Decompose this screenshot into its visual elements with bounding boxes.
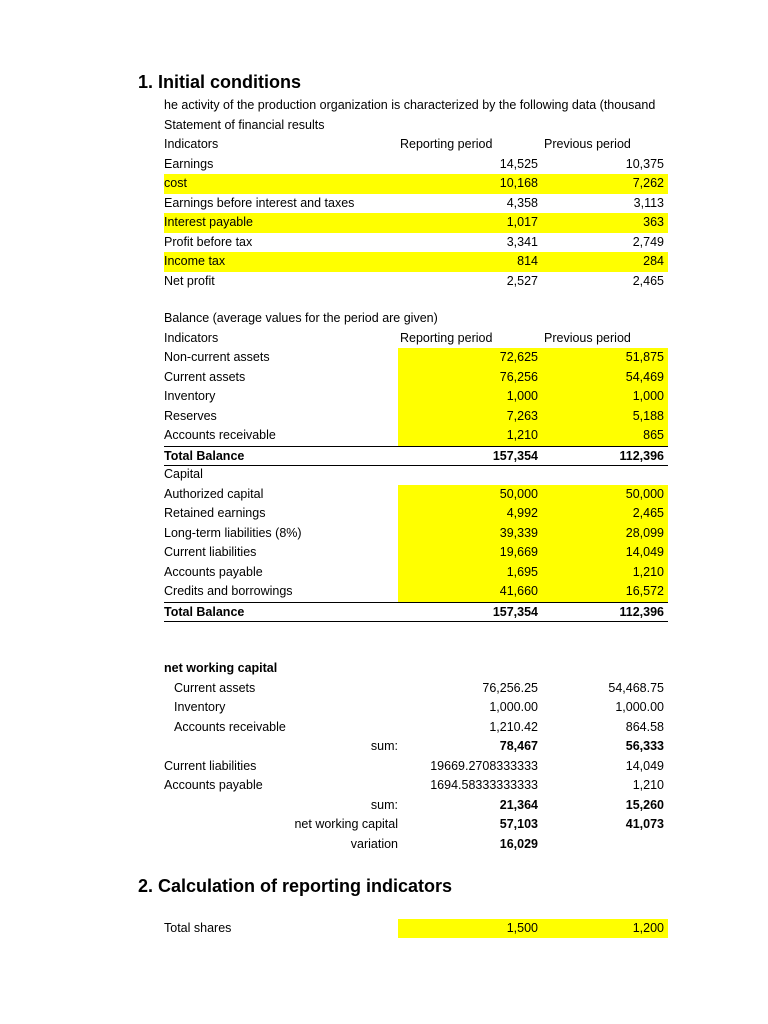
sum-label: sum: — [370, 739, 398, 753]
table-row — [164, 543, 668, 563]
nwc-row — [164, 815, 668, 835]
previous-value: 50,000 — [625, 486, 664, 501]
indicators-header: Indicators — [164, 330, 219, 345]
reporting-value: 1,000.00 — [489, 700, 538, 714]
previous-value: 284 — [643, 254, 664, 268]
table-row — [164, 718, 668, 738]
indicators-header: Indicators — [164, 137, 219, 151]
balance-title: Balance (average values for the period are given) — [164, 311, 438, 325]
table-row-highlighted — [164, 252, 668, 272]
table-row — [164, 368, 668, 388]
previous-value: 1,000.00 — [615, 700, 664, 714]
reporting-value: 50,000 — [499, 486, 538, 501]
row-label: Income tax — [164, 254, 226, 268]
row-label: Credits and borrowings — [164, 584, 293, 598]
previous-value: 28,099 — [625, 525, 664, 540]
previous-value: 10,375 — [625, 156, 664, 171]
row-label: cost — [164, 176, 187, 190]
sum-row — [164, 737, 668, 757]
row-label: Earnings before interest and taxes — [164, 195, 355, 210]
reporting-value: 1,000 — [506, 389, 538, 403]
total-balance-row — [164, 602, 668, 623]
previous-value: 2,749 — [632, 234, 664, 249]
row-label: Current liabilities — [164, 545, 257, 559]
table-row — [164, 233, 668, 253]
nwc-title: net working capital — [164, 661, 278, 675]
results-title: Statement of financial results — [164, 118, 325, 132]
table-row — [164, 348, 668, 368]
reporting-value: 3,341 — [506, 234, 538, 249]
reporting-period-header: Reporting period — [400, 330, 493, 345]
total-balance-row — [164, 446, 668, 467]
previous-value: 865 — [643, 428, 664, 442]
previous-value: 112,396 — [619, 448, 664, 463]
previous-value: 41,073 — [625, 817, 664, 831]
row-label: Earnings — [164, 156, 214, 171]
reporting-value: 72,625 — [499, 350, 538, 364]
previous-value: 1,210 — [632, 564, 664, 579]
reporting-value: 39,339 — [499, 525, 538, 540]
row-label: Accounts receivable — [164, 428, 276, 442]
row-label: Long-term liabilities (8%) — [164, 525, 302, 540]
row-label: Authorized capital — [164, 486, 264, 501]
row-label: Accounts payable — [164, 778, 263, 792]
previous-value: 14,049 — [625, 758, 664, 773]
table-row — [164, 757, 668, 777]
row-label: Accounts payable — [164, 564, 263, 579]
reporting-value: 19,669 — [499, 545, 538, 559]
row-label: Inventory — [164, 389, 216, 403]
reporting-value: 4,358 — [506, 195, 538, 210]
previous-value: 363 — [643, 215, 664, 229]
reporting-value: 1694.58333333333 — [430, 778, 538, 792]
previous-value: 2,465 — [632, 506, 664, 520]
row-label: Interest payable — [164, 215, 253, 229]
table-row — [164, 698, 668, 718]
table-row — [164, 563, 668, 583]
section-heading-reporting-indicators: 2. Calculation of reporting indicators — [138, 876, 453, 896]
variation-value: 16,029 — [499, 836, 538, 851]
sum-row — [164, 796, 668, 816]
table-row — [164, 485, 668, 505]
previous-value: 15,260 — [625, 797, 664, 812]
row-label: Non-current assets — [164, 350, 270, 364]
reporting-value: 814 — [517, 254, 538, 268]
row-label: Total Balance — [164, 604, 245, 619]
previous-value: 5,188 — [632, 408, 664, 423]
row-label: Current liabilities — [164, 758, 257, 773]
reporting-value: 76,256.25 — [482, 680, 538, 695]
reporting-value: 1,500 — [506, 920, 538, 935]
table-row — [164, 194, 668, 214]
row-label: Reserves — [164, 408, 217, 423]
table-row — [164, 407, 668, 427]
reporting-value: 7,263 — [506, 408, 538, 423]
row-label: Accounts receivable — [174, 719, 286, 734]
reporting-value: 1,210.42 — [489, 719, 538, 734]
reporting-value: 157,354 — [492, 604, 538, 619]
row-label: Total shares — [164, 920, 232, 935]
table-row — [164, 504, 668, 524]
results-header-row — [164, 135, 668, 155]
table-row — [164, 776, 668, 796]
table-row — [164, 524, 668, 544]
reporting-value: 14,525 — [499, 156, 538, 171]
previous-value: 7,262 — [632, 176, 664, 190]
table-row — [164, 155, 668, 175]
balance-header-row — [164, 329, 668, 349]
reporting-period-header: Reporting period — [400, 137, 493, 151]
variation-label: variation — [350, 836, 398, 851]
previous-value: 2,465 — [632, 273, 664, 288]
row-label: Retained earnings — [164, 506, 266, 520]
table-row-highlighted — [164, 213, 668, 233]
previous-period-header: Previous period — [544, 137, 631, 151]
reporting-value: 19669.2708333333 — [430, 758, 538, 773]
nwc-label: net working capital — [294, 817, 398, 831]
reporting-value: 21,364 — [499, 797, 538, 812]
row-label: Inventory — [174, 700, 226, 714]
previous-value: 14,049 — [625, 545, 664, 559]
row-label: Current assets — [164, 369, 246, 384]
previous-value: 54,469 — [625, 369, 664, 384]
table-row — [164, 679, 668, 699]
previous-period-header: Previous period — [544, 330, 631, 345]
reporting-value: 1,017 — [506, 215, 538, 229]
row-label: Current assets — [174, 680, 256, 695]
sum-label: sum: — [370, 797, 398, 812]
reporting-value: 76,256 — [499, 369, 538, 384]
reporting-value: 2,527 — [506, 273, 538, 288]
variation-row — [164, 835, 668, 855]
capital-label: Capital — [164, 467, 203, 481]
previous-value: 1,200 — [632, 920, 664, 935]
reporting-value: 1,210 — [506, 428, 538, 442]
reporting-value: 157,354 — [492, 448, 538, 463]
previous-value: 51,875 — [625, 350, 664, 364]
table-row-highlighted — [164, 174, 668, 194]
reporting-value: 4,992 — [506, 506, 538, 520]
reporting-value: 10,168 — [499, 176, 538, 190]
previous-value: 16,572 — [625, 584, 664, 598]
table-row — [164, 426, 668, 446]
table-row — [164, 272, 668, 292]
row-label: Profit before tax — [164, 234, 253, 249]
reporting-value: 57,103 — [499, 817, 538, 831]
row-label: Total Balance — [164, 448, 245, 463]
reporting-value: 1,695 — [506, 564, 538, 579]
row-label: Net profit — [164, 273, 215, 288]
previous-value: 54,468.75 — [608, 680, 664, 695]
intro-text: he activity of the production organization is characterized by the following data (thousand — [164, 98, 656, 112]
previous-value: 112,396 — [619, 604, 664, 619]
previous-value: 3,113 — [633, 195, 664, 210]
previous-value: 1,000 — [632, 389, 664, 403]
table-row — [164, 387, 668, 407]
table-row — [164, 582, 668, 602]
previous-value: 864.58 — [625, 719, 664, 734]
total-shares-row — [164, 919, 668, 939]
section-heading-initial-conditions: 1. Initial conditions — [138, 72, 302, 92]
reporting-value: 78,467 — [499, 739, 538, 753]
previous-value: 56,333 — [625, 739, 664, 753]
reporting-value: 41,660 — [499, 584, 538, 598]
previous-value: 1,210 — [632, 778, 664, 792]
